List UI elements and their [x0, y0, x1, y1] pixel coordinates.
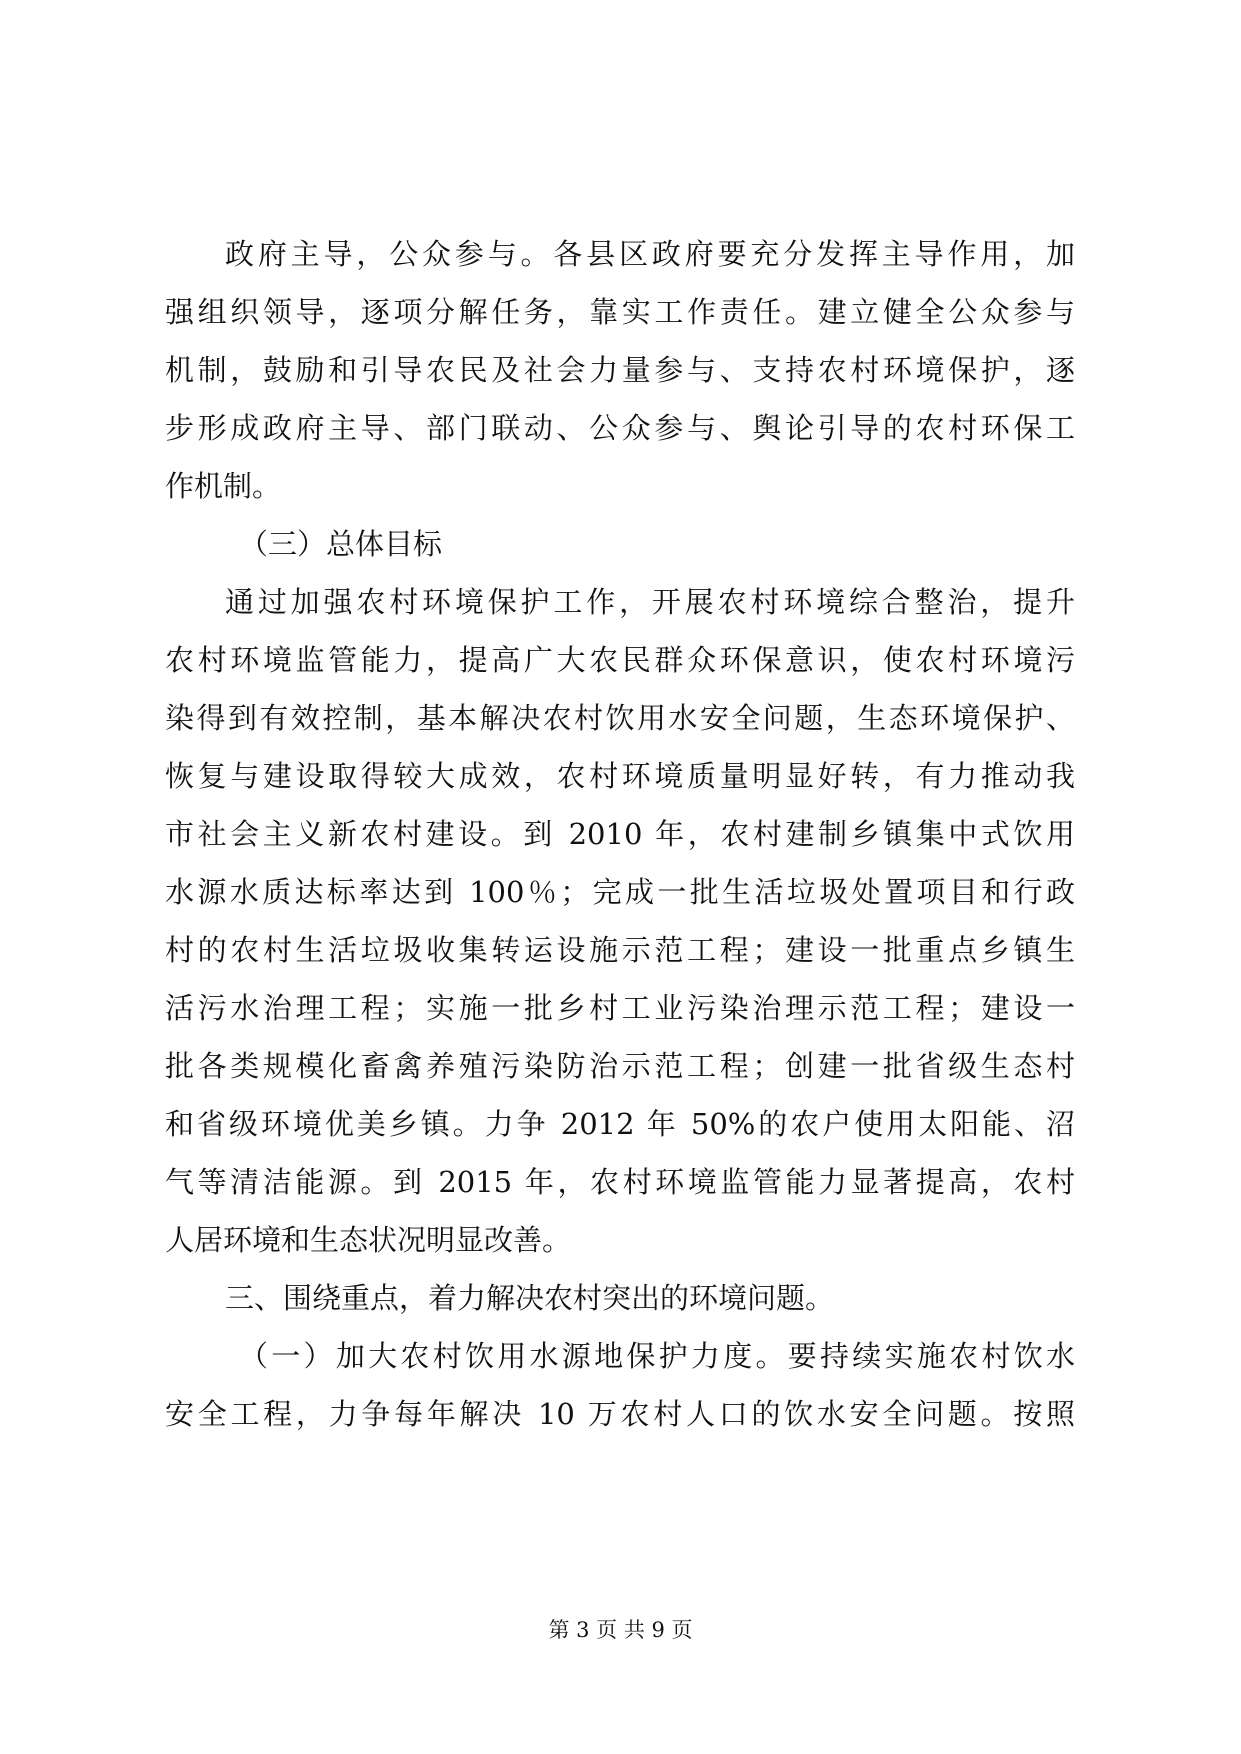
- paragraph-line: 村的农村生活垃圾收集转运设施示范工程；建设一批重点乡镇生: [165, 933, 1075, 967]
- paragraph-line: 批各类规模化畜禽养殖污染防治示范工程；创建一批省级生态村: [165, 1049, 1075, 1083]
- paragraph-line: 水源水质达标率达到 100％；完成一批生活垃圾处置项目和行政: [165, 875, 1075, 909]
- paragraph-line: 染得到有效控制，基本解决农村饮用水安全问题，生态环境保护、: [165, 701, 1075, 735]
- paragraph-line: 政府主导，公众参与。各县区政府要充分发挥主导作用，加: [225, 237, 1075, 271]
- paragraph-line: （一）加大农村饮用水源地保护力度。要持续实施农村饮水: [239, 1339, 1075, 1373]
- paragraph-line: 活污水治理工程；实施一批乡村工业污染治理示范工程；建设一: [165, 991, 1075, 1025]
- paragraph-line: 作机制。: [165, 469, 282, 503]
- paragraph-line: 通过加强农村环境保护工作，开展农村环境综合整治，提升: [225, 585, 1075, 619]
- paragraph-line: 安全工程，力争每年解决 10 万农村人口的饮水安全问题。按照: [165, 1397, 1075, 1431]
- page-number-label: 第 3 页 共 9 页: [548, 1618, 693, 1642]
- paragraph-line: 气等清洁能源。到 2015 年，农村环境监管能力显著提高，农村: [165, 1165, 1075, 1199]
- paragraph-line: 市社会主义新农村建设。到 2010 年，农村建制乡镇集中式饮用: [165, 817, 1075, 851]
- paragraph-line: 农村环境监管能力，提高广大农民群众环保意识，使农村环境污: [165, 643, 1075, 677]
- section-heading: 三、围绕重点，着力解决农村突出的环境问题。: [225, 1281, 835, 1315]
- paragraph-line: 和省级环境优美乡镇。力争 2012 年 50%的农户使用太阳能、沼: [165, 1107, 1075, 1141]
- document-body: [165, 225, 1075, 1443]
- paragraph-line: 强组织领导，逐项分解任务，靠实工作责任。建立健全公众参与: [165, 295, 1075, 329]
- paragraph-line: 机制，鼓励和引导农民及社会力量参与、支持农村环境保护，逐: [165, 353, 1075, 387]
- section-heading: （三）总体目标: [239, 527, 443, 561]
- paragraph-line: 人居环境和生态状况明显改善。: [165, 1223, 572, 1257]
- paragraph-line: 步形成政府主导、部门联动、公众参与、舆论引导的农村环保工: [165, 411, 1075, 445]
- page-footer: [0, 1615, 1241, 1645]
- paragraph-line: 恢复与建设取得较大成效，农村环境质量明显好转，有力推动我: [165, 759, 1075, 793]
